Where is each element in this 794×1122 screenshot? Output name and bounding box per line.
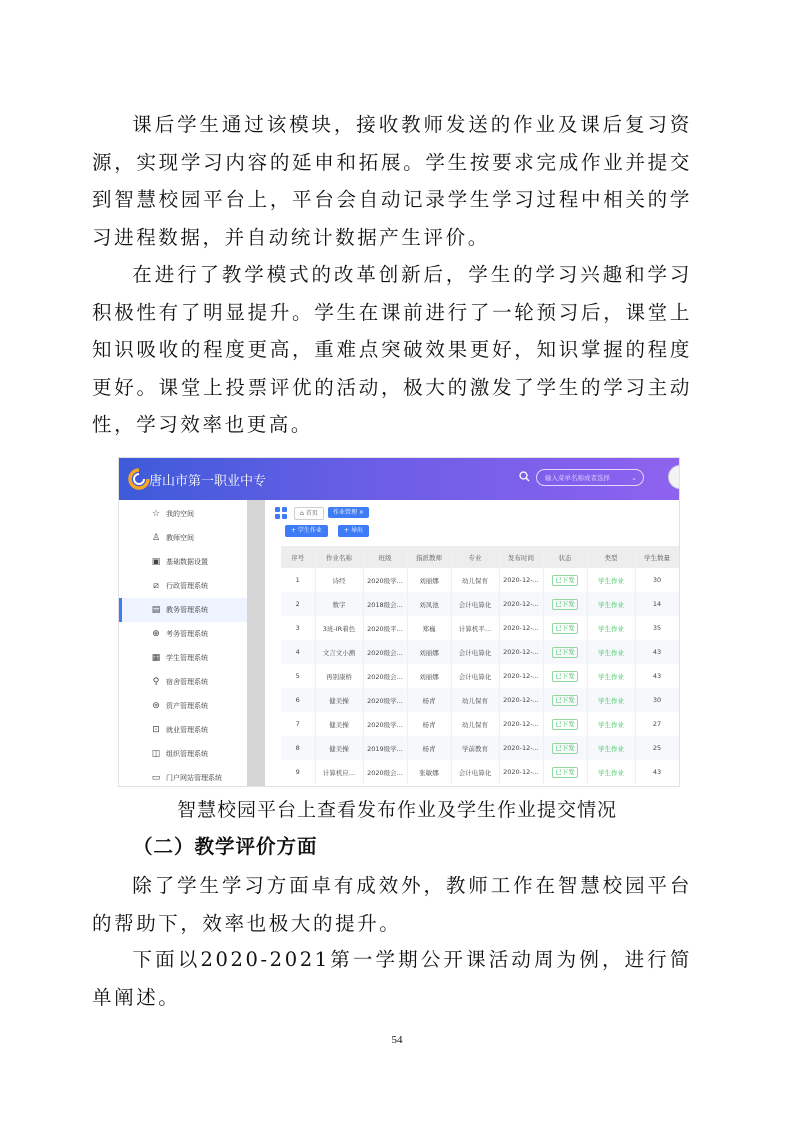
chevron-down-icon: ⌄ [631, 474, 637, 482]
body-paragraph-2: 在进行了教学模式的改革创新后，学生的学习兴趣和学习积极性有了明显提升。学生在课前进行了一轮预习后，课堂上知识吸收的程度更高，重难点突破效果更好，知识掌握的程度更好。课堂上投票评优的活动，极大的激发了学生的学习主动性，学习效率也更高。 [92, 263, 692, 436]
column-header[interactable]: 作业名称 [315, 546, 363, 568]
table-cell [543, 616, 587, 640]
exam-icon: ⊕ [152, 629, 160, 639]
table-cell: 2020级会... [363, 760, 407, 784]
table-cell: 2020-12-... [499, 616, 543, 640]
table-cell [543, 568, 587, 592]
table-cell: 2020-12-... [499, 760, 543, 784]
sidebar-item-admin[interactable]: ⧄ 行政管理系统 [119, 574, 247, 598]
table-cell: 学生作业 [587, 640, 635, 664]
sidebar-item-exam[interactable]: ⊕ 考务管理系统 [152, 629, 208, 639]
sidebar-item-my-space[interactable]: ☆ 我的空间 [151, 509, 194, 519]
search-placeholder: 输入菜单名称或者选择 [545, 474, 610, 482]
table-cell: 2 [281, 592, 315, 616]
figure-caption: 智慧校园平台上查看发布作业及学生作业提交情况 [176, 799, 617, 821]
table-cell: 杨青 [407, 688, 451, 712]
sidebar-item-asset[interactable]: ⊜ 资产管理系统 [152, 701, 208, 711]
table-cell: 2020级会... [363, 664, 407, 688]
table-cell [543, 688, 587, 712]
table-cell: 2020级学... [363, 712, 407, 736]
star-icon: ☆ [151, 509, 161, 519]
table-cell: 会计电算化 [451, 760, 499, 784]
sidebar-scroll-gutter [247, 500, 265, 786]
table-cell: 杨青 [407, 712, 451, 736]
table-cell: 2020级平... [363, 616, 407, 640]
table-cell: 会计电算化 [451, 640, 499, 664]
status-badge: 已下发 [552, 743, 578, 754]
table-cell: 健美操 [315, 688, 363, 712]
table-cell: 30 [635, 688, 679, 712]
table-cell: 2020级会... [363, 640, 407, 664]
table-row[interactable] [281, 592, 679, 616]
table-cell [543, 592, 587, 616]
section-heading: （二）教学评价方面 [133, 835, 318, 858]
brand-title: 唐山市第一职业中专 [149, 474, 267, 489]
status-badge: 已下发 [552, 695, 578, 706]
employment-icon: ⊡ [152, 725, 160, 735]
column-header[interactable]: 专业 [451, 546, 499, 568]
table-cell: 健美操 [315, 712, 363, 736]
table-cell: 学生作业 [587, 736, 635, 760]
table-cell: 再别康桥 [315, 664, 363, 688]
table-cell: 杨青 [407, 736, 451, 760]
status-badge: 已下发 [552, 575, 578, 586]
table-cell: 学生作业 [587, 712, 635, 736]
table-cell: 3班-IR着色 [315, 616, 363, 640]
table-cell: 学生作业 [587, 616, 635, 640]
portal-icon: ▭ [151, 773, 161, 783]
table-cell: 刘丽娜 [407, 664, 451, 688]
table-cell: 学生作业 [587, 760, 635, 784]
table-row[interactable] [281, 568, 679, 592]
table-row[interactable] [281, 760, 679, 784]
sidebar-item-employment[interactable]: ⊡ 就业管理系统 [152, 725, 208, 735]
table-cell: 2020级学... [363, 688, 407, 712]
table-cell: 刘凤池 [407, 592, 451, 616]
table-cell: 2020-12-... [499, 736, 543, 760]
add-student-homework-button[interactable]: + 学生作业 [285, 525, 328, 537]
table-cell: 学前教育 [451, 736, 499, 760]
table-cell: 计算机应... [315, 760, 363, 784]
sidebar-item-basic-data[interactable]: ▣ 基础数据设置 [151, 557, 208, 567]
table-cell: 刘丽娜 [407, 568, 451, 592]
status-badge: 已下发 [552, 599, 578, 610]
table-cell: 数字 [315, 592, 363, 616]
table-cell: 张敏娜 [407, 760, 451, 784]
table-cell: 6 [281, 688, 315, 712]
school-logo-icon [128, 468, 150, 490]
table-cell: 35 [635, 616, 679, 640]
table-cell: 43 [635, 640, 679, 664]
platform-screenshot [118, 457, 680, 787]
table-cell: 2020-12-... [499, 664, 543, 688]
table-cell: 健美操 [315, 736, 363, 760]
table-cell: 7 [281, 712, 315, 736]
body-paragraph-3: 除了学生学习方面卓有成效外，教师工作在智慧校园平台的帮助下，效率也极大的提升。 [92, 874, 692, 935]
table-cell: 诗经 [315, 568, 363, 592]
column-header[interactable]: 指派教师 [407, 546, 451, 568]
table-cell: 30 [635, 568, 679, 592]
table-cell: 14 [635, 592, 679, 616]
database-icon: ▣ [151, 557, 161, 567]
table-cell: 2020-12-... [499, 688, 543, 712]
academic-icon: ▤ [151, 605, 161, 615]
table-cell: 会计电算化 [451, 664, 499, 688]
column-header[interactable]: 发布时间 [499, 546, 543, 568]
homework-table [281, 546, 680, 784]
table-cell [543, 760, 587, 784]
table-cell: 2018级会... [363, 592, 407, 616]
home-icon: ⌂ [300, 510, 304, 517]
table-cell: 郑巍 [407, 616, 451, 640]
top-bar [119, 458, 679, 500]
table-cell: 幼儿保育 [451, 568, 499, 592]
table-row[interactable] [281, 736, 679, 760]
table-cell: 5 [281, 664, 315, 688]
table-cell: 文言文小测 [315, 640, 363, 664]
table-row[interactable] [281, 688, 679, 712]
table-cell: 43 [635, 760, 679, 784]
status-badge: 已下发 [552, 623, 578, 634]
table-row[interactable] [281, 616, 679, 640]
table-cell: 27 [635, 712, 679, 736]
user-icon: ♙ [151, 533, 161, 543]
body-paragraph-4: 下面以2020-2021第一学期公开课活动周为例，进行简单阐述。 [92, 948, 692, 1009]
table-cell: 1 [281, 568, 315, 592]
status-badge: 已下发 [552, 767, 578, 778]
status-badge: 已下发 [552, 671, 578, 682]
sidebar-item-student[interactable]: ▦ 学生管理系统 [151, 653, 208, 663]
table-cell: 2020-12-... [499, 640, 543, 664]
table-cell: 2019级学... [363, 736, 407, 760]
avatar[interactable] [668, 465, 680, 489]
sidebar-item-portal[interactable]: ▭ 门户网站管理系统 [151, 773, 222, 783]
table-cell: 学生作业 [587, 568, 635, 592]
sidebar-item-dorm[interactable]: ⚲ 宿舍管理系统 [152, 677, 208, 687]
main-panel [265, 500, 679, 786]
student-icon: ▦ [151, 653, 161, 663]
table-cell: 幼儿保育 [451, 712, 499, 736]
status-badge: 已下发 [552, 719, 578, 730]
sidebar-item-academic[interactable]: ▤ 教务管理系统 [119, 598, 247, 622]
admin-icon: ⧄ [153, 581, 159, 591]
active-indicator [119, 598, 122, 622]
tab-home[interactable]: ⌂ 首页 [294, 507, 324, 520]
table-cell: 2020-12-... [499, 592, 543, 616]
table-cell: 9 [281, 760, 315, 784]
table-cell [543, 664, 587, 688]
status-badge: 已下发 [552, 647, 578, 658]
page-number: 54 [391, 1034, 403, 1046]
table-cell: 学生作业 [587, 664, 635, 688]
table-cell: 43 [635, 664, 679, 688]
column-header[interactable]: 状态 [543, 546, 587, 568]
column-header[interactable]: 班级 [363, 546, 407, 568]
menu-search-select[interactable] [536, 469, 644, 486]
table-cell: 2020-12-... [499, 568, 543, 592]
table-header-row [281, 546, 679, 568]
table-cell: 4 [281, 640, 315, 664]
tab-homework-management[interactable]: 作业管理 × [328, 507, 369, 518]
table-cell: 2020级学... [363, 568, 407, 592]
table-cell: 2020-12-... [499, 712, 543, 736]
table-cell: 刘丽娜 [407, 640, 451, 664]
table-cell: 学生作业 [587, 592, 635, 616]
organization-icon: ◫ [151, 749, 161, 759]
asset-icon: ⊜ [152, 701, 160, 711]
table-row[interactable] [281, 712, 679, 736]
body-paragraph-1: 课后学生通过该模块，接收教师发送的作业及课后复习资源，实现学习内容的延申和拓展。学生按要求完成作业并提交到智慧校园平台上，平台会自动记录学生学习过程中相关的学习进程数据，并自动统计数据产生评价。 [92, 113, 692, 249]
table-cell: 幼儿保育 [451, 688, 499, 712]
column-header[interactable]: 序号 [281, 546, 315, 568]
table-cell: 3 [281, 616, 315, 640]
sidebar [119, 500, 247, 786]
dorm-icon: ⚲ [152, 677, 160, 687]
search-icon[interactable] [519, 471, 530, 482]
sidebar-item-organization[interactable]: ◫ 组织管理系统 [151, 749, 208, 759]
table-cell: 25 [635, 736, 679, 760]
table-cell [543, 640, 587, 664]
table-cell: 会计电算化 [451, 592, 499, 616]
table-cell: 计算机平... [451, 616, 499, 640]
table-cell: 8 [281, 736, 315, 760]
column-header[interactable]: 类型 [587, 546, 635, 568]
table-cell: 学生作业 [587, 688, 635, 712]
table-row[interactable] [281, 664, 679, 688]
table-cell [543, 712, 587, 736]
table-cell [543, 736, 587, 760]
export-button[interactable]: + 导出 [338, 525, 369, 537]
column-header[interactable]: 学生数量 [635, 546, 679, 568]
sidebar-item-teacher-space[interactable]: ♙ 教师空间 [151, 533, 194, 543]
table-row[interactable] [281, 640, 679, 664]
apps-grid-icon[interactable] [275, 507, 287, 519]
